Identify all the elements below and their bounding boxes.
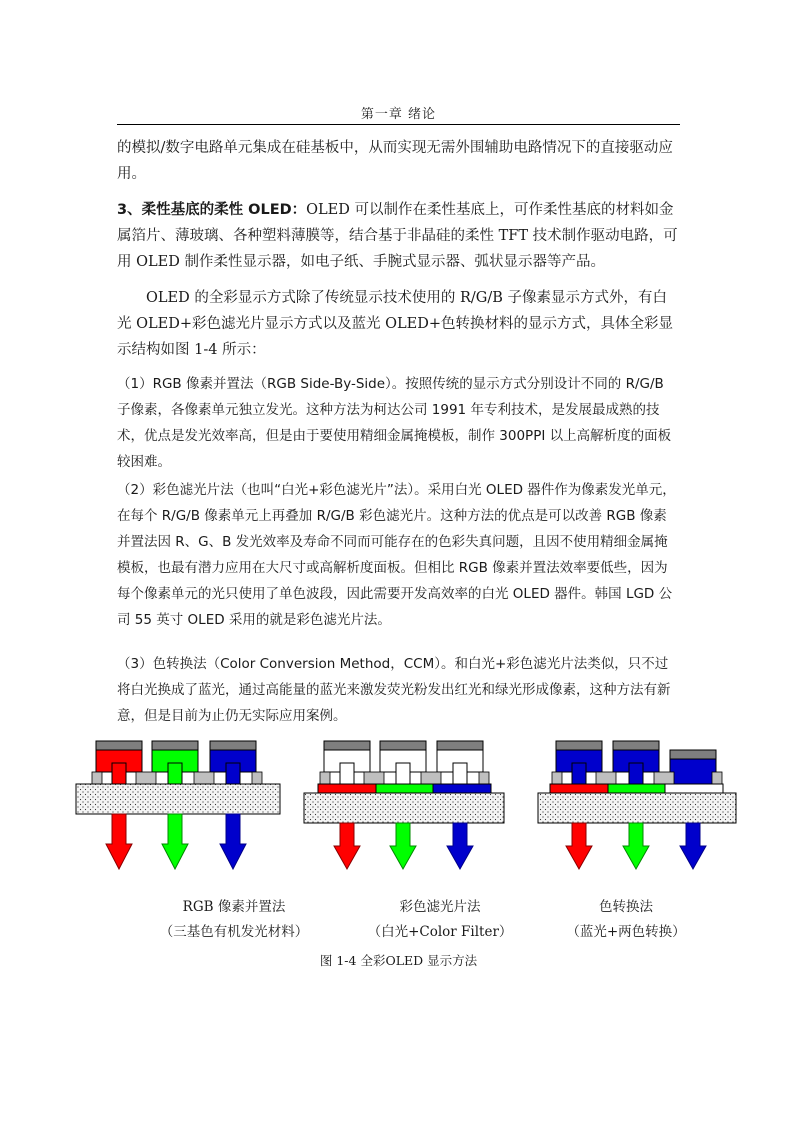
paragraph-5: （2）彩色滤光片法（也叫“白光+彩色滤光片”法）。采用白光 OLED 器件作为像素发光单元，在每个 R/G/B 像素单元上再叠加 R/G/B 彩色滤光片。这种方法的优点是可以改善 RGB 像素并置法因 R、G、B 发光效率及寿命不同而可能存在的色彩失真问题，且因不使用精细金属掩模板，也最有潜力应用在大尺寸或高解析度面板。但相比 RGB 像素并置法效率要低些，因为每个像素单元的光只使用了单色波段，因此需要开发高效率的白光 OLED 器件。韩国 LGD 公司 55 英寸 OLED 采用的就是彩色滤光片法。: [117, 482, 676, 628]
oled-structure-figure: [74, 738, 744, 888]
figure-caption: 图 1-4 全彩OLED 显示方法: [319, 953, 478, 968]
figure-sublabel-1: （三基色有机发光材料）: [159, 924, 309, 940]
paragraph-2: [117, 197, 680, 275]
paragraph-6: （3）色转换法（Color Conversion Method，CCM）。和白光+彩色滤光片法类似，只不过将白光换成了蓝光，通过高能量的蓝光来激发荧光粉发出红光和绿光形成像素，这种方法有新意，但是目前为止仍无实际应用案例。: [117, 656, 671, 724]
diagram-rgb-side-by-side: [76, 741, 280, 869]
header-rule: [117, 124, 680, 125]
paragraph-2-lead: 3、柔性基底的柔性 OLED：: [117, 202, 307, 218]
paragraph-1: 的模拟/数字电路单元集成在硅基板中，从而实现无需外围辅助电路情况下的直接驱动应用。: [117, 140, 673, 182]
paragraph-3: OLED 的全彩显示方式除了传统显示技术使用的 R/G/B 子像素显示方式外，有白光 OLED+彩色滤光片显示方式以及蓝光 OLED+色转换材料的显示方式，具体全彩显示结构如图 1-4 所示：: [117, 290, 673, 358]
figure-sublabel-2: （白光+Color Filter）: [367, 924, 513, 940]
paragraph-4: （1）RGB 像素并置法（RGB Side-By-Side）。按照传统的显示方式分别设计不同的 R/G/B 子像素，各像素单元独立发光。这种方法为柯达公司 1991 年专利技术，是发展最成熟的技术，优点是发光效率高，但是由于要使用精细金属掩模板，制作 300PPI 以上高解析度的面板较困难。: [117, 376, 672, 470]
page-header: 第一章 绪论: [360, 107, 437, 122]
figure-sublabel-3: （蓝光+两色转换）: [566, 924, 686, 940]
figure-label-3: 色转换法: [599, 899, 653, 915]
paragraph-2-body: OLED 可以制作在柔性基底上，可作柔性基底的材料如金属箔片、薄玻璃、各种塑料薄膜等，结合基于非晶硅的柔性 TFT 技术制作驱动电路，可用 OLED 制作柔性显示器，如电子纸、手腕式显示器、弧状显示器等产品。: [117, 202, 678, 270]
figure-label-1: RGB 像素并置法: [182, 899, 286, 915]
diagram-color-filter: [304, 741, 504, 869]
diagram-color-conversion: [538, 741, 736, 869]
figure-label-2: 彩色滤光片法: [399, 899, 481, 915]
